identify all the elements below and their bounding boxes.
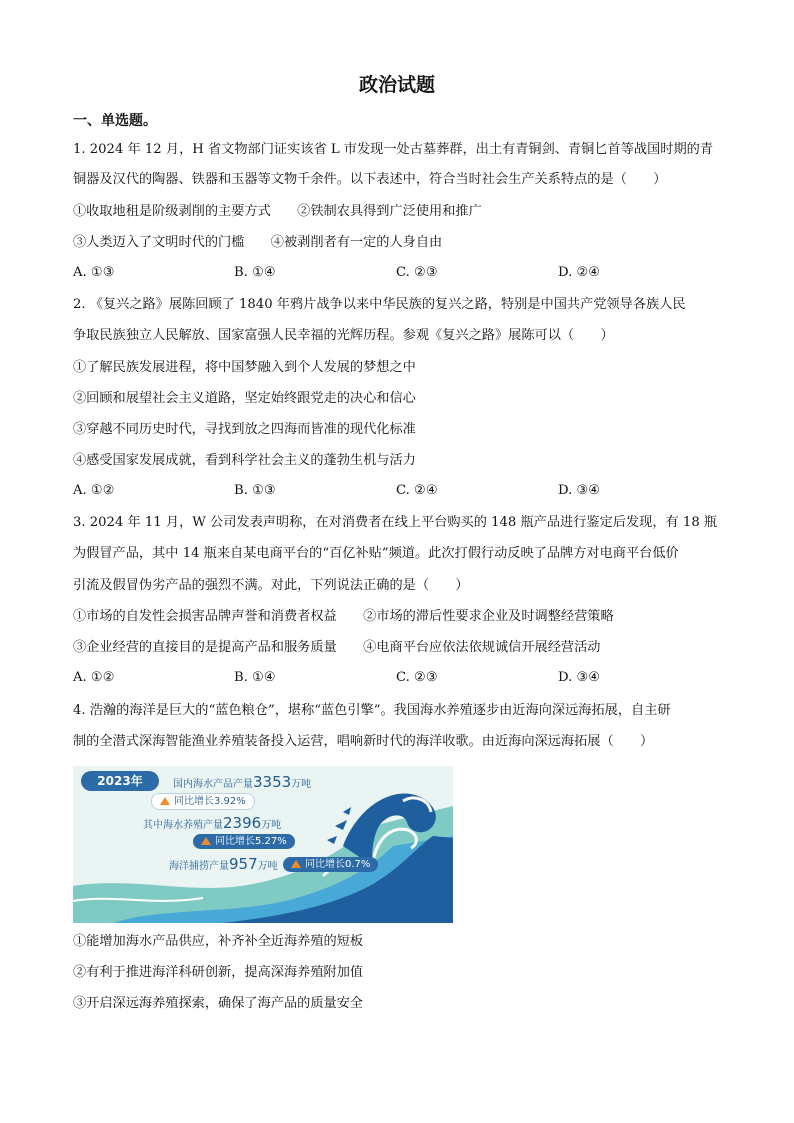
question-2-line-2: 争取民族独立人民解放、国家富强人民幸福的光辉历程。参观《复兴之路》展陈可以（ ） (73, 328, 614, 343)
stat-fishing-change: 同比增长0.7% (283, 857, 378, 872)
option-b[interactable]: B. ①③ (234, 483, 276, 498)
question-3-options (73, 670, 733, 688)
question-2-line-1: 2. 《复兴之路》展陈回顾了 1840 年鸦片战争以来中华民族的复兴之路，特别是中国共产党领导各族人民 (73, 297, 686, 312)
question-1-line-2: 铜器及汉代的陶器、铁器和玉器等文物千余件。以下表述中，符合当时社会生产关系特点的是（ ） (73, 172, 667, 187)
question-4-statement-3: ③开启深远海养殖探索，确保了海产品的质量安全 (73, 996, 364, 1011)
stat-unit: 万吨 (257, 861, 278, 872)
question-1-line-1: 1. 2024 年 12 月，H 省文物部门证实该省 L 市发现一处古墓葬群，出土有青铜剑、青铜匕首等战国时期的青 (73, 142, 714, 157)
question-2-statement-4: ④感受国家发展成就，看到科学社会主义的蓬勃生机与活力 (73, 453, 416, 468)
question-1-statements-1: ①收取地租是阶级剥削的主要方式 ②铁制农具得到广泛使用和推广 (73, 204, 482, 219)
question-2-statement-1: ①了解民族发展进程，将中国梦融入到个人发展的梦想之中 (73, 360, 416, 375)
up-arrow-icon (201, 837, 211, 845)
question-1-statements-2: ③人类迈入了文明时代的门槛 ④被剥削者有一定的人身自由 (73, 235, 443, 250)
stat-value: 957 (229, 855, 258, 873)
stat-unit: 万吨 (291, 779, 312, 790)
option-c[interactable]: C. ②③ (396, 670, 438, 685)
stat-total (173, 773, 311, 791)
up-arrow-icon (291, 860, 301, 868)
option-c[interactable]: C. ②③ (396, 265, 438, 280)
option-c[interactable]: C. ②④ (396, 483, 438, 498)
stat-fishing (169, 855, 278, 873)
option-a[interactable]: A. ①③ (73, 265, 115, 280)
question-2-options (73, 483, 733, 501)
seafood-infographic (73, 766, 453, 923)
question-2-statement-3: ③穿越不同历史时代，寻找到放之四海而皆准的现代化标准 (73, 422, 416, 437)
question-1-options (73, 265, 733, 283)
stat-value: 3353 (253, 773, 292, 791)
stat-unit: 万吨 (261, 820, 282, 831)
option-a[interactable]: A. ①② (73, 483, 115, 498)
question-2-statement-2: ②回顾和展望社会主义道路，坚定始终跟党走的决心和信心 (73, 391, 416, 406)
stat-aquaculture-change: 同比增长5.27% (193, 834, 295, 849)
year-badge: 2023年 (81, 771, 159, 791)
stat-label: 其中海水养殖产量 (143, 820, 223, 831)
option-b[interactable]: B. ①④ (234, 670, 276, 685)
page-title: 政治试题 (358, 74, 435, 96)
question-3-line-3: 引流及假冒伪劣产品的强烈不满。对此，下列说法正确的是（ ） (73, 578, 469, 593)
stat-total-change: 同比增长3.92% (151, 793, 255, 810)
section-heading: 一、单选题。 (73, 113, 157, 129)
stat-label: 海洋捕捞产量 (169, 861, 229, 872)
question-4-statement-2: ②有利于推进海洋科研创新，提高深海养殖附加值 (73, 965, 364, 980)
stat-value: 2396 (223, 814, 262, 832)
question-4-statement-1: ①能增加海水产品供应，补齐补全近海养殖的短板 (73, 934, 364, 949)
question-3-line-2: 为假冒产品，其中 14 瓶来自某电商平台的“百亿补贴”频道。此次打假行动反映了品牌方对电商平台低价 (73, 546, 679, 561)
question-3-statements-1: ①市场的自发性会损害品牌声誉和消费者权益 ②市场的滞后性要求企业及时调整经营策略 (73, 609, 614, 624)
stat-label: 国内海水产品产量 (173, 779, 253, 790)
question-3-statements-2: ③企业经营的直接目的是提高产品和服务质量 ④电商平台应依法依规诚信开展经营活动 (73, 640, 601, 655)
question-3-line-1: 3. 2024 年 11 月，W 公司发表声明称，在对消费者在线上平台购买的 148 瓶产品进行鉴定后发现，有 18 瓶 (73, 515, 718, 530)
option-a[interactable]: A. ①② (73, 670, 115, 685)
question-4-line-1: 4. 浩瀚的海洋是巨大的“蓝色粮仓”，堪称“蓝色引擎”。我国海水养殖逐步由近海向深远海拓展，自主研 (73, 703, 671, 718)
option-d[interactable]: D. ③④ (558, 483, 601, 498)
option-d[interactable]: D. ③④ (558, 670, 601, 685)
question-4-line-2: 制的全潜式深海智能渔业养殖装备投入运营，唱响新时代的海洋收歌。由近海向深远海拓展（ ） (73, 734, 654, 749)
up-arrow-icon (160, 797, 170, 805)
option-d[interactable]: D. ②④ (558, 265, 601, 280)
option-b[interactable]: B. ①④ (234, 265, 276, 280)
stat-aquaculture (143, 814, 281, 832)
